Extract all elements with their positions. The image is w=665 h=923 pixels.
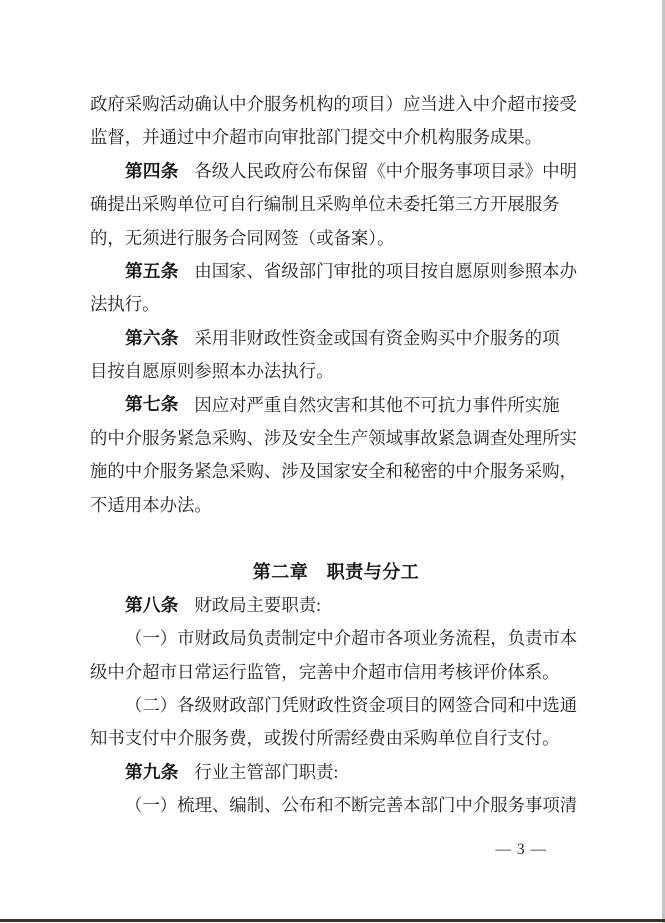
article-number: 第七条 <box>125 394 179 415</box>
text-line <box>90 322 582 355</box>
text-line <box>90 288 582 321</box>
text-line <box>90 489 582 522</box>
text-line <box>90 222 582 255</box>
line-text: 确提出采购单位可自行编制且采购单位未委托第三方开展服务 <box>90 194 560 215</box>
line-text: 知书支付中介服务费，或拨付所需经费由采购单位自行支付。 <box>90 728 560 749</box>
text-line <box>90 689 582 722</box>
text-line <box>90 622 582 655</box>
text-line <box>90 789 582 822</box>
text-line <box>90 188 582 221</box>
text-line <box>90 355 582 388</box>
text-line <box>90 255 582 288</box>
article-number: 第四条 <box>125 160 179 181</box>
line-text: 行业主管部门职责: <box>194 761 339 782</box>
line-text: 不适用本办法。 <box>90 494 212 515</box>
text-line <box>90 756 582 789</box>
text-line <box>90 589 582 622</box>
line-text: 级中介超市日常运行监管，完善中介超市信用考核评价体系。 <box>90 661 560 682</box>
line-text: （一）市财政局负责制定中介超市各项业务流程，负责市本 <box>125 628 578 649</box>
line-text: 的，无须进行服务合同网签（或备案）。 <box>90 227 395 248</box>
article-number: 第五条 <box>125 260 179 281</box>
scan-edge-bottom <box>0 919 665 922</box>
line-text: 由国家、省级部门审批的项目按自愿原则参照本办 <box>194 260 577 281</box>
line-text: 政府采购活动确认中介服务机构的项目）应当进入中介超市接受 <box>90 93 577 114</box>
line-text: 因应对严重自然灾害和其他不可抗力事件所实施 <box>194 394 560 415</box>
chapter-title-text: 第二章 职责与分工 <box>252 562 420 583</box>
text-line <box>90 656 582 689</box>
page-number: — 3 — <box>495 841 547 858</box>
text-line <box>90 88 582 121</box>
article-number: 第六条 <box>125 327 179 348</box>
line-text: 监督，并通过中介超市向审批部门提交中介机构服务成果。 <box>90 127 543 148</box>
text-line <box>90 389 582 422</box>
line-text: （二）各级财政部门凭财政性资金项目的网签合同和中选通 <box>125 695 578 716</box>
line-text: 财政局主要职责: <box>194 594 321 615</box>
document-body <box>90 88 582 823</box>
line-text: 的中介服务紧急采购、涉及安全生产领域事故紧急调查处理所实 <box>90 427 577 448</box>
line-text: （一）梳理、编制、公布和不断完善本部门中介服务事项清 <box>125 795 578 816</box>
article-number: 第九条 <box>125 761 179 782</box>
article-number: 第八条 <box>125 594 179 615</box>
text-line <box>90 722 582 755</box>
blank-line <box>90 522 582 555</box>
line-text: 施的中介服务紧急采购、涉及国家安全和秘密的中介服务采购， <box>90 461 577 482</box>
chapter-heading <box>90 555 582 588</box>
text-line <box>90 121 582 154</box>
line-text: 目按自愿原则参照本办法执行。 <box>90 361 334 382</box>
line-text: 各级人民政府公布保留《中介服务事项目录》中明 <box>194 160 577 181</box>
text-line <box>90 455 582 488</box>
line-text: 采用非财政性资金或国有资金购买中介服务的项 <box>194 327 560 348</box>
text-line <box>90 155 582 188</box>
line-text: 法执行。 <box>90 294 160 315</box>
text-line <box>90 422 582 455</box>
